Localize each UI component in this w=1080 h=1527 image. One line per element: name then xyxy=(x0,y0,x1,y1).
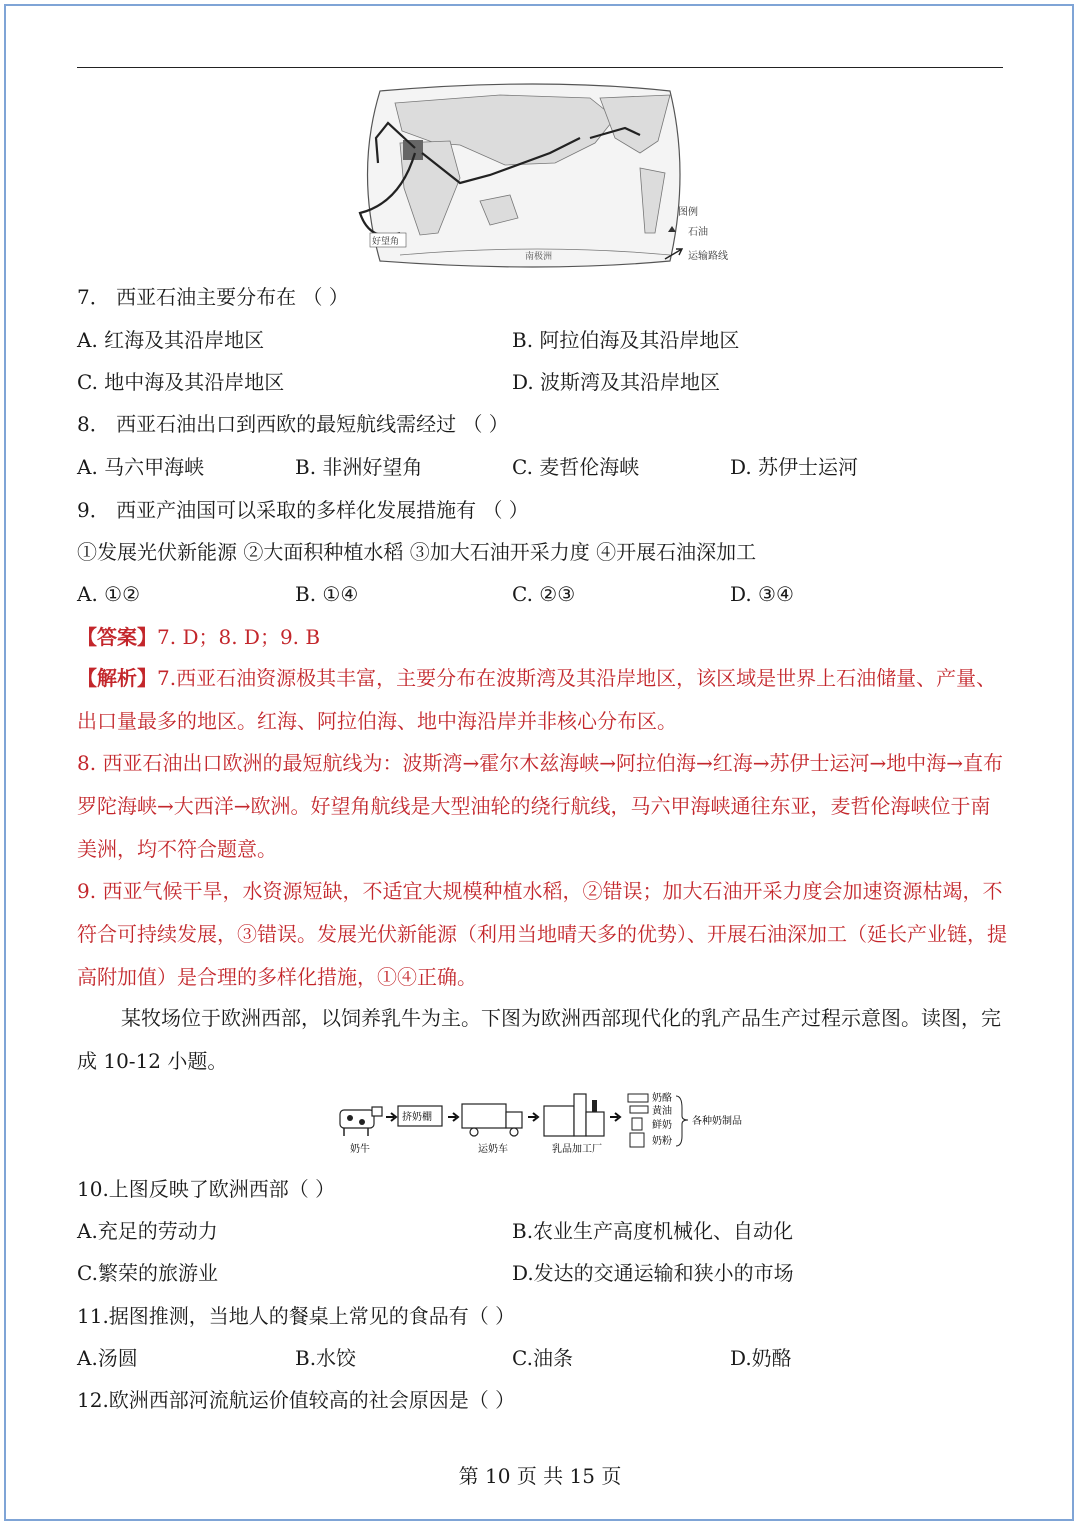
q9-stem: 9． 西亚产油国可以采取的多样化发展措施有 （ ） xyxy=(77,498,529,522)
q8-option-b: B. 非洲好望角 xyxy=(295,455,423,479)
answer-line xyxy=(77,623,320,651)
q8-option-d: D. 苏伊士运河 xyxy=(730,455,859,479)
product-powder: 奶粉 xyxy=(652,1136,672,1147)
cow-label: 奶牛 xyxy=(350,1144,370,1155)
answer-text: 7. D；8. D；9. B xyxy=(157,625,321,649)
q8-stem: 8． 西亚石油出口到西欧的最短航线需经过 （ ） xyxy=(77,412,509,436)
q10-option-d: D.发达的交通运输和狭小的市场 xyxy=(512,1261,794,1285)
q12-stem: 12.欧洲西部河流航运价值较高的社会原因是（ ） xyxy=(77,1388,516,1412)
arrow-3-icon xyxy=(528,1113,538,1121)
arrow-1-icon xyxy=(386,1113,396,1121)
arrow-4-icon xyxy=(610,1113,620,1121)
legend-oil: 石油 xyxy=(688,227,708,238)
butter-icon xyxy=(630,1106,648,1113)
q10-option-c: C.繁荣的旅游业 xyxy=(77,1261,218,1285)
q11-option-c: C.油条 xyxy=(512,1346,573,1370)
q9-option-c: C. ②③ xyxy=(512,582,576,606)
factory-label: 乳品加工厂 xyxy=(552,1144,602,1155)
q9-option-b: B. ①④ xyxy=(295,582,359,606)
q11-option-a: A.汤圆 xyxy=(77,1346,138,1370)
analysis-p8: 8. 西亚石油出口欧洲的最短航线为：波斯湾→霍尔木兹海峡→阿拉伯海→红海→苏伊士运河→地中海→直布罗陀海峡→大西洋→欧洲。好望角航线是大型油轮的绕行航线，马六甲海峡通往东亚，麦哲伦海峡位于南美洲，均不符合题意。 xyxy=(77,751,1003,861)
q8-option-a: A. 马六甲海峡 xyxy=(77,455,205,479)
analysis-p9: 9. 西亚气候干旱，水资源短缺，不适宜大规模种植水稻，②错误；加大石油开采力度会加速资源枯竭，不符合可持续发展，③错误。发展光伏新能源（利用当地晴天多的优势）、开展石油深加工（延长产业链，提高附加值）是合理的多样化措施，①④正确。 xyxy=(77,879,1007,989)
legend-route: 运输路线 xyxy=(688,251,728,262)
product-butter: 黄油 xyxy=(652,1106,672,1117)
analysis-tag: 【解析】 xyxy=(77,666,157,690)
q10-option-b: B.农业生产高度机械化、自动化 xyxy=(512,1219,794,1243)
products-label: 各种奶制品 xyxy=(692,1116,742,1127)
q9-options-line: ①发展光伏新能源 ②大面积种植水稻 ③加大石油开采力度 ④开展石油深加工 xyxy=(77,540,757,564)
milk-icon xyxy=(632,1118,642,1130)
product-cheese: 奶酪 xyxy=(652,1093,672,1104)
cow-icon xyxy=(340,1107,382,1136)
q7-option-b: B. 阿拉伯海及其沿岸地区 xyxy=(512,328,740,352)
header-rule xyxy=(77,67,1003,68)
milking-label: 挤奶棚 xyxy=(402,1112,432,1123)
cheese-icon xyxy=(628,1094,648,1102)
truck-icon xyxy=(462,1104,522,1136)
q7-option-a: A. 红海及其沿岸地区 xyxy=(77,328,265,352)
answer-tag: 【答案】 xyxy=(77,625,157,649)
q7-stem: 7． 西亚石油主要分布在 （ ） xyxy=(77,285,349,309)
q11-option-d: D.奶酪 xyxy=(730,1346,792,1370)
truck-label: 运奶车 xyxy=(478,1144,508,1155)
page-footer: 第 10 页 共 15 页 xyxy=(458,1464,622,1488)
arrow-2-icon xyxy=(448,1113,458,1121)
q7-option-d: D. 波斯湾及其沿岸地区 xyxy=(512,370,721,394)
antarctica-label: 南极洲 xyxy=(525,252,553,262)
powder-icon xyxy=(630,1133,644,1147)
q10-option-a: A.充足的劳动力 xyxy=(77,1219,218,1243)
products-brace-icon xyxy=(676,1096,688,1146)
cape-label: 好望角 xyxy=(372,237,400,247)
q9-option-a: A. ①② xyxy=(77,582,141,606)
analysis-p7 xyxy=(77,657,1007,743)
q11-stem: 11.据图推测，当地人的餐桌上常见的食品有（ ） xyxy=(77,1304,516,1328)
q8-option-c: C. 麦哲伦海峡 xyxy=(512,455,640,479)
oil-route-map xyxy=(340,83,740,268)
q11-option-b: B.水饺 xyxy=(295,1346,357,1370)
legend-title: 图例 xyxy=(678,207,698,218)
analysis-p7-text: 7.西亚石油资源极其丰富，主要分布在波斯湾及其沿岸地区，该区域是世界上石油储量、产量、出口量最多的地区。红海、阿拉伯海、地中海沿岸并非核心分布区。 xyxy=(77,666,997,733)
dairy-process-figure xyxy=(330,1082,770,1162)
factory-icon xyxy=(544,1094,604,1136)
q9-option-d: D. ③④ xyxy=(730,582,794,606)
product-milk: 鲜奶 xyxy=(652,1120,672,1131)
intro-paragraph: 某牧场位于欧洲西部，以饲养乳牛为主。下图为欧洲西部现代化的乳产品生产过程示意图。读图，完成 10-12 小题。 xyxy=(77,1006,1001,1073)
q10-stem: 10.上图反映了欧洲西部（ ） xyxy=(77,1177,336,1201)
q7-option-c: C. 地中海及其沿岸地区 xyxy=(77,370,285,394)
